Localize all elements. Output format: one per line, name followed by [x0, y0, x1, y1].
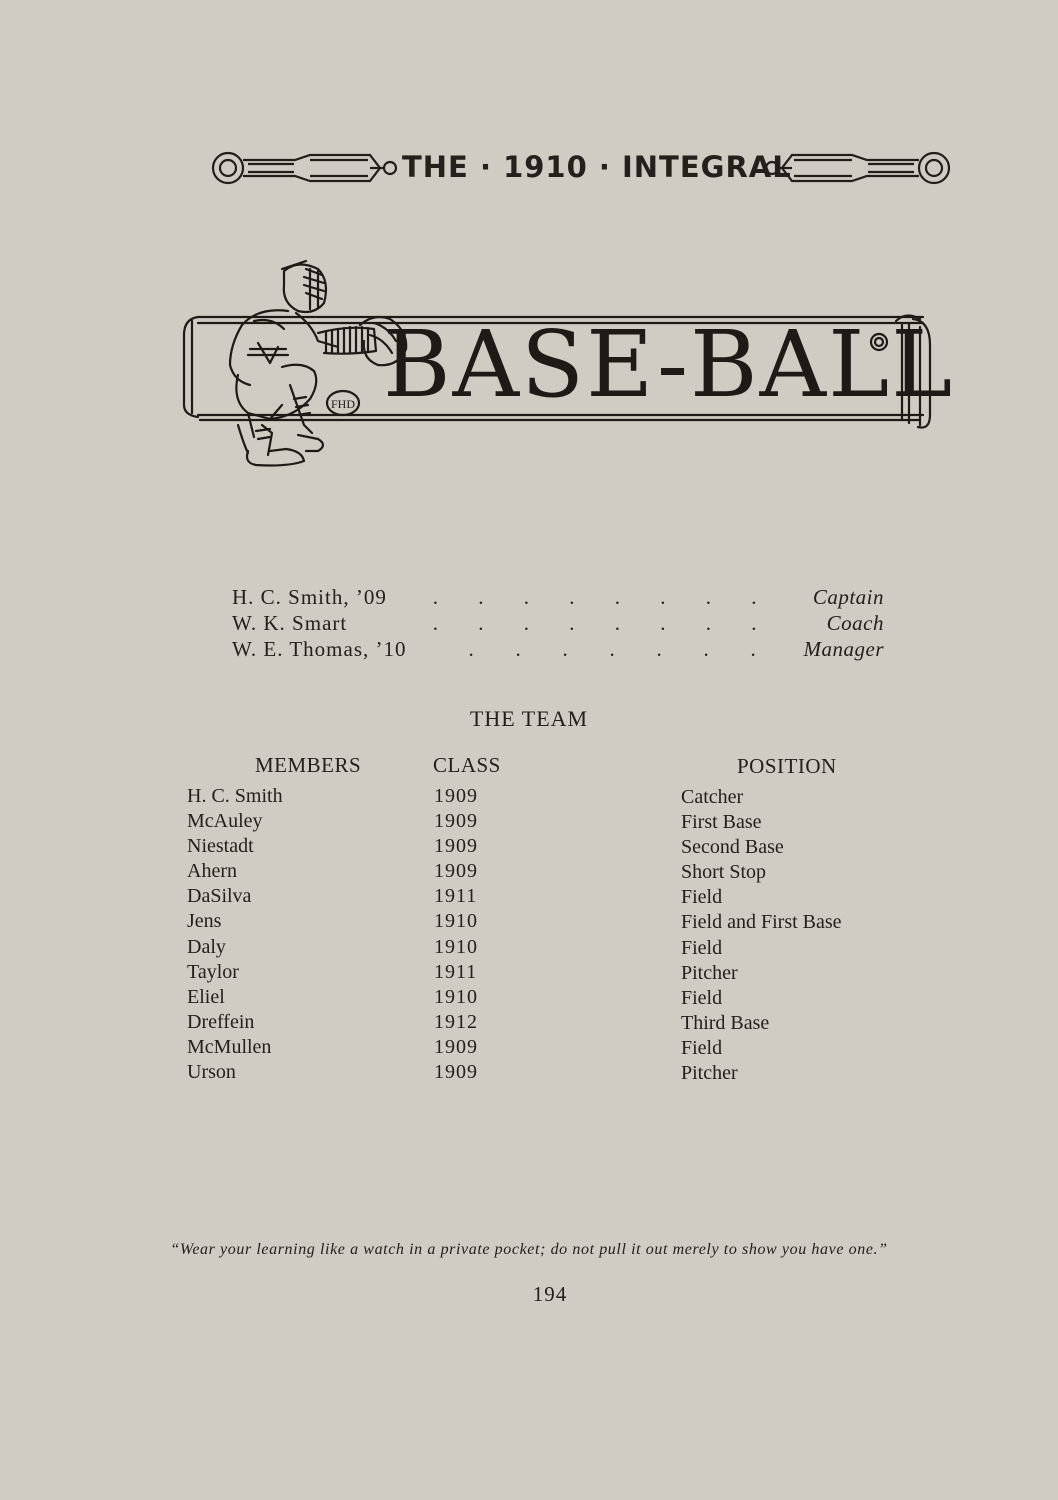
monogram-text: FHD	[330, 397, 356, 411]
officer-role: Captain	[812, 585, 884, 609]
member-position: Short Stop	[681, 861, 767, 884]
member-name: Niestadt	[187, 835, 254, 858]
table-row	[187, 809, 887, 834]
banner-title: BASE-BALL	[383, 311, 955, 418]
member-position: Field	[681, 886, 723, 909]
member-class: 1912	[434, 1010, 478, 1033]
member-position: Field	[681, 986, 723, 1009]
officer-row	[232, 636, 884, 662]
team-roster-table	[187, 784, 887, 1085]
dot-leader: . . . . . . . .	[432, 611, 757, 635]
member-class: 1909	[434, 1061, 478, 1084]
member-class: 1911	[434, 960, 478, 983]
running-header	[210, 146, 952, 190]
member-position: Third Base	[681, 1011, 770, 1034]
running-header-title: THE · 1910 · INTEGRAL	[402, 150, 792, 184]
officer-name: W. K. Smart	[232, 611, 348, 635]
member-class: 1910	[434, 935, 478, 958]
table-row	[187, 909, 887, 934]
member-name: Daly	[187, 935, 226, 958]
officer-row	[232, 584, 884, 610]
dot-leader: . . . . . . . .	[432, 585, 757, 609]
member-class: 1909	[434, 785, 478, 807]
table-row	[187, 834, 887, 859]
team-section-title: THE TEAM	[469, 706, 589, 731]
table-row	[187, 1035, 887, 1060]
member-position: Pitcher	[681, 961, 738, 984]
officer-role: Coach	[826, 611, 884, 635]
officer-role: Manager	[803, 637, 884, 661]
baseball-banner	[178, 255, 955, 470]
dot-leader: . . . . . . .	[468, 637, 756, 661]
member-position: Pitcher	[681, 1062, 738, 1085]
member-class: 1909	[434, 860, 478, 883]
table-row	[187, 859, 887, 884]
member-position: First Base	[681, 811, 762, 834]
member-class: 1909	[434, 1035, 478, 1058]
table-row	[187, 784, 887, 809]
officer-name: H. C. Smith, ’09	[232, 585, 387, 609]
member-name: Taylor	[187, 960, 239, 983]
scroll-ornament-right-icon	[762, 146, 952, 190]
officer-name: W. E. Thomas, ’10	[232, 637, 407, 661]
member-name: DaSilva	[187, 885, 252, 908]
member-position: Second Base	[681, 836, 784, 859]
column-header-position: POSITION	[737, 754, 837, 778]
table-row	[187, 884, 887, 909]
table-row	[187, 960, 887, 985]
member-name: Eliel	[187, 985, 225, 1008]
member-name: H. C. Smith	[187, 785, 283, 807]
officer-row	[232, 610, 884, 636]
table-row	[187, 985, 887, 1010]
member-position: Field	[681, 936, 723, 959]
scroll-ornament-left-icon	[210, 146, 400, 190]
column-header-class: CLASS	[433, 753, 501, 777]
footer-quote: “Wear your learning like a watch in a private pocket; do not pull it out merely to show you have one.”	[170, 1241, 888, 1258]
member-class: 1910	[434, 985, 478, 1008]
officers-list	[232, 584, 884, 662]
member-class: 1910	[434, 910, 478, 933]
table-row	[187, 1060, 887, 1085]
member-name: Urson	[187, 1061, 236, 1084]
member-name: Ahern	[187, 860, 237, 883]
member-name: Dreffein	[187, 1010, 255, 1033]
table-row	[187, 1010, 887, 1035]
column-header-members: MEMBERS	[255, 753, 362, 777]
member-class: 1909	[434, 835, 478, 858]
member-position: Field and First Base	[681, 911, 842, 934]
table-row	[187, 935, 887, 960]
member-class: 1909	[434, 810, 478, 833]
member-class: 1911	[434, 885, 478, 908]
member-name: McMullen	[187, 1035, 272, 1058]
member-position: Field	[681, 1036, 723, 1059]
member-name: McAuley	[187, 810, 263, 833]
member-name: Jens	[187, 910, 222, 933]
member-position: Catcher	[681, 786, 744, 808]
page-number: 194	[532, 1282, 568, 1306]
